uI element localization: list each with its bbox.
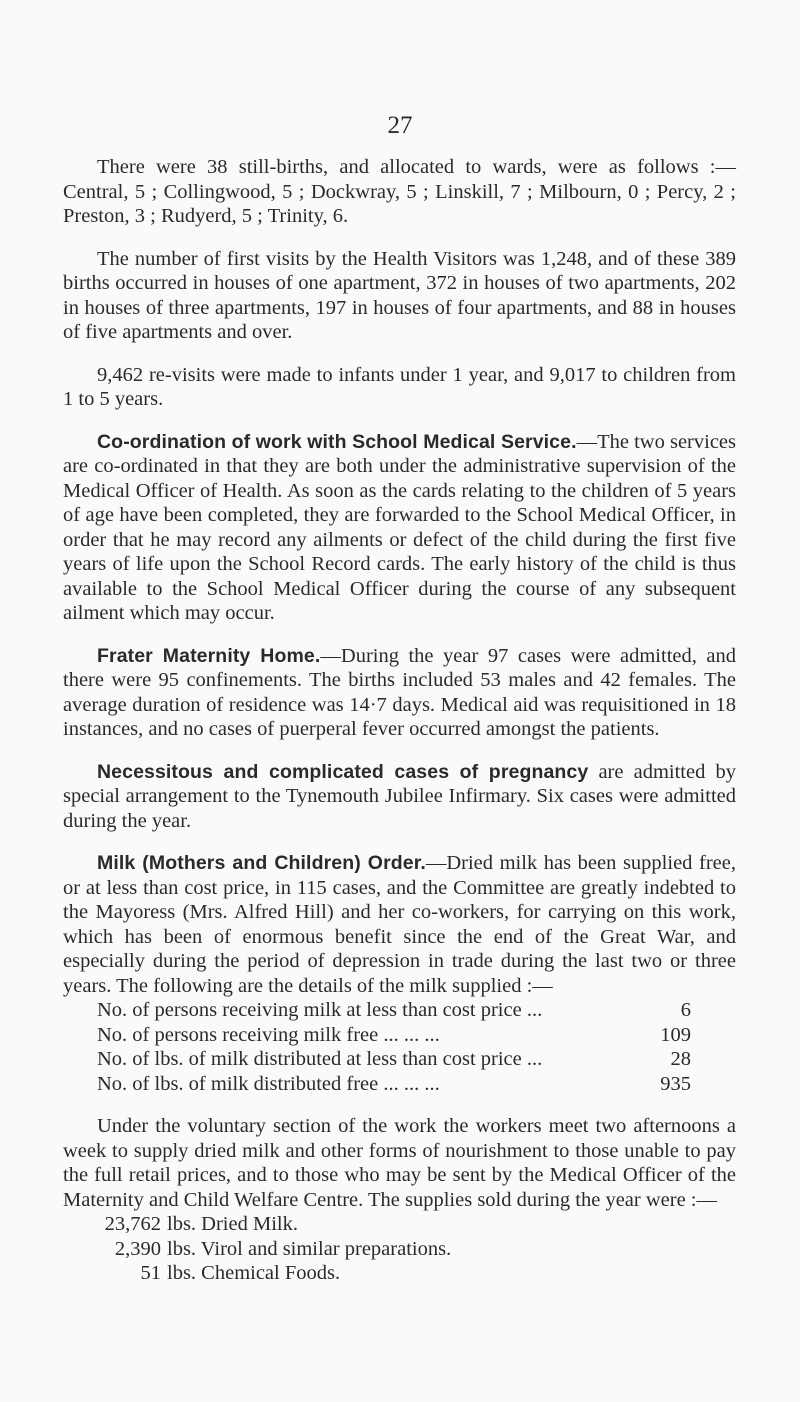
milk-detail-row [97,1072,691,1097]
supply-description: lbs. Chemical Foods. [167,1262,341,1284]
milk-detail-value: 109 [660,1023,691,1046]
supply-row [97,1212,736,1237]
necessitous-text: are admitted by special arrangement to the Tynemouth Jubilee Infirmary. Six cases were admitted during the year. [63,760,736,832]
re-visits-paragraph: 9,462 re-visits were made to infants under 1 year, and 9,017 to children from 1 to 5 years. [63,363,736,410]
supply-description: lbs. Dried Milk. [167,1213,298,1235]
milk-order-text: —Dried milk has been supplied free, or at less than cost price, in 115 cases, and the Committee are greatly indebted to the Mayoress (Mrs. Alfred Hill) and her co-workers, for carrying on this work, which has been of enormous benefit since the end of the Great War, and especially during the period of depression in trade during the last two or three years. The following are the details of the milk supplied :— [63,852,736,997]
coordination-heading: Co-ordination of work with School Medical Service. [97,430,577,453]
necessitous-heading: Necessitous and complicated cases of pregnancy [97,760,589,783]
frater-text: —During the year 97 cases were admitted, and there were 95 confinements. The births included 53 males and 42 females. The average duration of residence was 14·7 days. Medical aid was requisitioned in 18 instances, and no cases of puerperal fever occurred amongst the patients. [63,644,736,740]
supply-description: lbs. Virol and similar preparations. [167,1237,452,1260]
voluntary-paragraph: Under the voluntary section of the work the workers meet two afternoons a week to supply dried milk and other forms of nourishment to those unable to pay the full retail prices, and to those who may be sent by the Medical Officer of the Maternity and Child Welfare Centre. The supplies sold during the year were :— [63,1115,736,1211]
milk-order-heading: Milk (Mothers and Children) Order. [97,852,426,874]
milk-detail-value: 935 [660,1072,691,1095]
supply-quantity: 23,762 [104,1213,161,1235]
milk-detail-value: 28 [670,1048,691,1070]
milk-detail-label: No. of lbs. of milk distributed free ... ... ... [97,1072,440,1095]
document-body [63,155,736,1286]
page-number: 27 [387,112,413,139]
milk-detail-label: No. of persons receiving milk at less than cost price ... [97,999,543,1021]
frater-heading: Frater Maternity Home. [97,644,321,667]
supply-quantity: 2,390 [114,1237,161,1260]
milk-detail-label: No. of lbs. of milk distributed at less than cost price ... [97,1048,543,1070]
milk-order-paragraph [63,851,736,998]
still-births-paragraph: There were 38 still-births, and allocated to wards, were as follows :— Central, 5 ; Collingwood, 5 ; Dockwray, 5 ; Linskill, 7 ; Milbourn, 0 ; Percy, 2 ; Preston, 3 ; Rudyerd, 5 ; Trinity, 6. [63,156,736,227]
milk-detail-row [97,1023,691,1048]
supply-row [97,1237,736,1262]
frater-paragraph [63,644,736,742]
milk-detail-label: No. of persons receiving milk free ... ... ... [97,1023,440,1046]
first-visits-paragraph: The number of first visits by the Health Visitors was 1,248, and of these 389 births occurred in houses of one apartment, 372 in houses of two apartments, 202 in houses of three apartments, 197 in houses of four apartments, and 88 in houses of five apartments and over. [63,247,736,343]
supply-row [97,1261,736,1286]
coordination-text: —The two services are co-ordinated in that they are both under the administrative supervision of the Medical Officer of Health. As soon as the cards relating to the children of 5 years of age have been completed, they are forwarded to the School Medical Officer, in order that he may record any ailments or defect of the child during the first five years of life upon the School Record cards. The early history of the child is thus available to the School Medical Officer during the course of any subsequent ailment which may occur. [63,430,736,624]
coordination-paragraph [63,430,736,626]
milk-details-list [97,998,691,1096]
milk-detail-value: 6 [680,999,691,1021]
supply-quantity: 51 [140,1262,161,1284]
milk-detail-row [97,998,691,1023]
necessitous-paragraph [63,760,736,834]
supplies-list [97,1212,736,1286]
milk-detail-row [97,1047,691,1072]
